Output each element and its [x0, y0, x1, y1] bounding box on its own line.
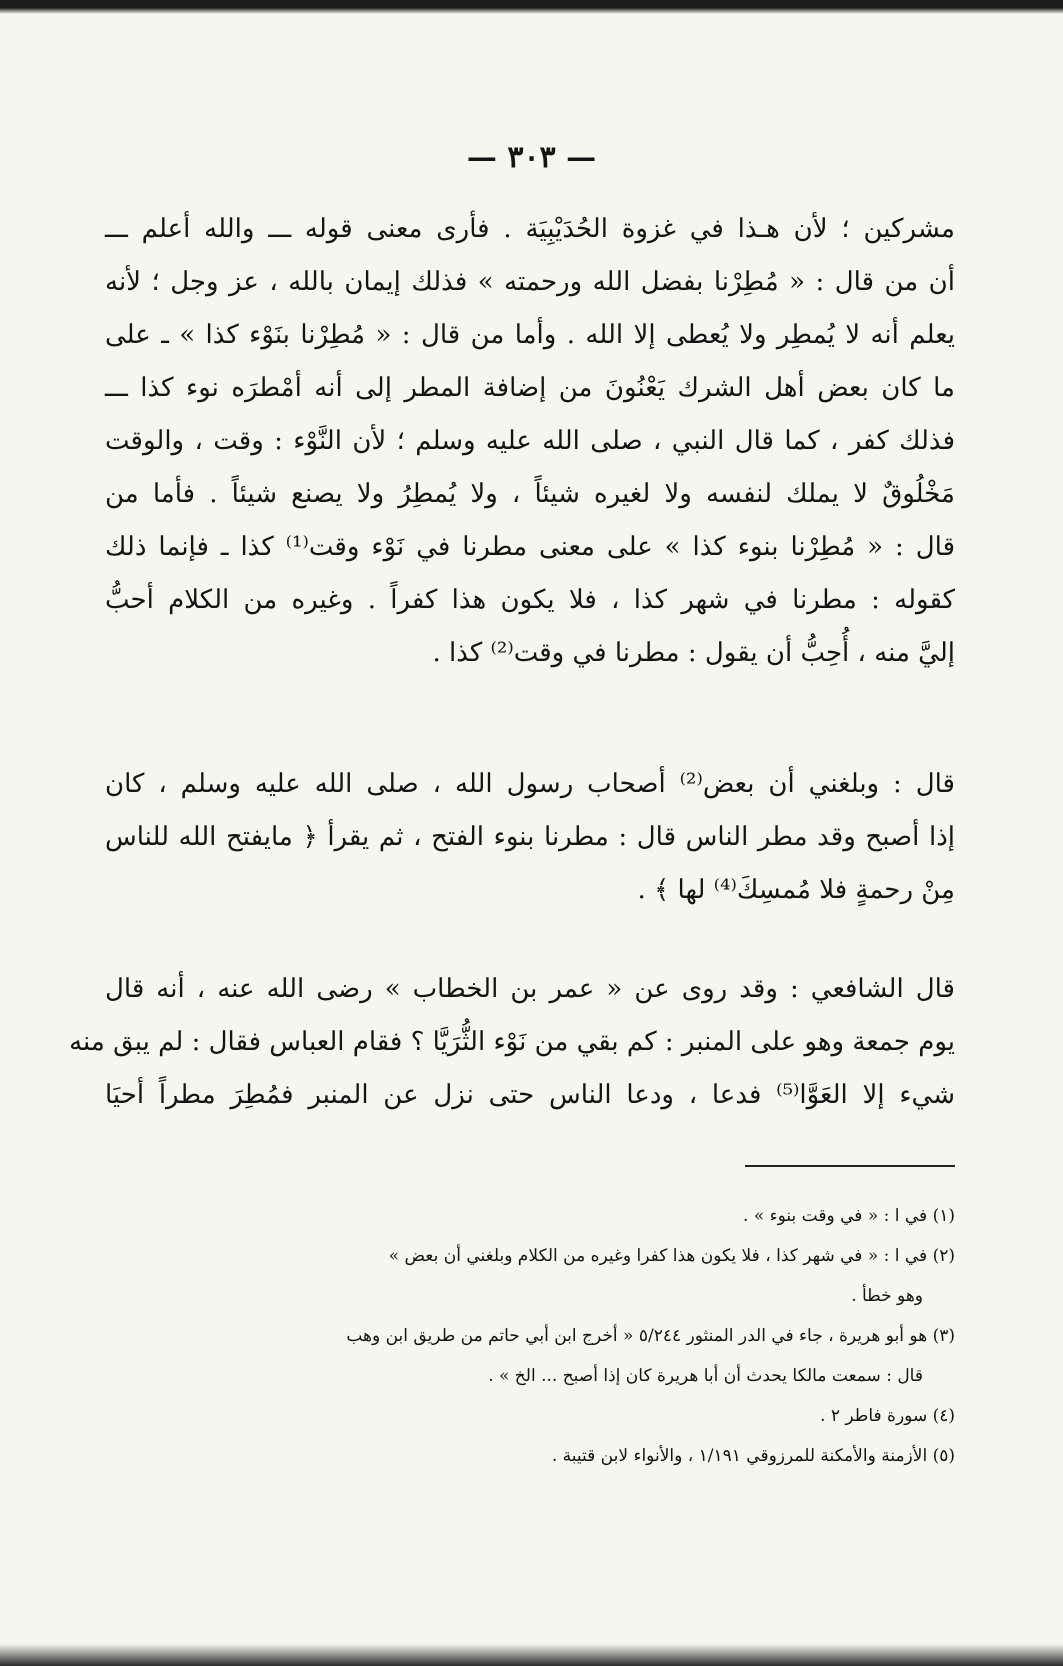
text-line: مشركين ؛ لأن هـذا في غزوة الحُدَيْبِيَة . فأرى معنى قوله ـــ والله أعلم ـــ	[105, 214, 955, 244]
text-line: إليَّ منه ، أُحِبُّ أن يقول : مطرنا في وقت⁽²⁾ كذا .	[432, 638, 955, 668]
scan-bottom-edge	[0, 1644, 1063, 1666]
text-line: شيء إلا العَوَّا⁽⁵⁾ فدعا ، ودعا الناس حتى نزل عن المنبر فمُطِرَ مطراً أحيَا	[105, 1080, 955, 1110]
text-line: قال : وبلغني أن بعض⁽²⁾ أصحاب رسول الله ، صلى الله عليه وسلم ، كان	[105, 769, 955, 799]
text-line: مِنْ رحمةٍ فلا مُمسِكَ⁽⁴⁾ لها ﴾ .	[637, 875, 955, 905]
page-number: — ٣٠٣ —	[466, 140, 597, 175]
paragraph-2	[105, 758, 955, 917]
text-line: قال : « مُطِرْنا بنوء كذا » على معنى مطرنا في نَوْء وقت⁽¹⁾ كذا ـ فإنما ذلك	[105, 532, 955, 562]
text-line: يعلم أنه لا يُمطِر ولا يُعطى إلا الله . وأما من قال : « مُطِرْنا بنَوْء كذا » ـ على	[105, 320, 955, 350]
text-line: فذلك كفر ، كما قال النبي ، صلى الله عليه وسلم ؛ لأن النَّوْء : وقت ، والوقت	[105, 426, 955, 456]
footnote-2-continuation: وهو خطأ .	[851, 1286, 923, 1306]
paragraph-1	[105, 203, 955, 680]
text-line: يوم جمعة وهو على المنبر : كم بقي من نَوْء الثُّرَيَّا ؟ فقام العباس فقال : لم يبق منه	[69, 1027, 955, 1057]
paragraph-3	[69, 963, 955, 1122]
footnotes	[105, 1196, 955, 1476]
text-line: كقوله : مطرنا في شهر كذا ، فلا يكون هذا كفراً . وغيره من الكلام أحبُّ	[105, 585, 955, 615]
footnote-1: (١) في ا : « في وقت بنوء » .	[743, 1206, 955, 1226]
text-line: مَخْلُوقٌ لا يملك لنفسه ولا لغيره شيئاً ، ولا يُمطِرُ ولا يصنع شيئاً . فأما من	[105, 479, 955, 509]
text-line: أن من قال : « مُطِرْنا بفضل الله ورحمته » فذلك إيمان بالله ، عز وجل ؛ لأنه	[105, 267, 955, 297]
footnote-separator	[745, 1165, 955, 1167]
footnote-4: (٤) سورة فاطر ٢ .	[820, 1406, 955, 1426]
footnote-2: (٢) في ا : « في شهر كذا ، فلا يكون هذا كفرا وغيره من الكلام وبلغني أن بعض »	[388, 1246, 955, 1266]
footnote-3: (٣) هو أبو هريرة ، جاء في الدر المنثور ٥/٢٤٤ « أخرج ابن أبي حاتم من طريق ابن وهب	[346, 1326, 955, 1346]
text-line: ما كان بعض أهل الشرك يَعْنُونَ من إضافة المطر إلى أنه أمْطرَه نوء كذا ـــ	[105, 373, 955, 403]
text-line: إذا أصبح وقد مطر الناس قال : مطرنا بنوء الفتح ، ثم يقرأ ﴿ مايفتح الله للناس	[105, 822, 955, 852]
scan-top-edge	[0, 0, 1063, 14]
footnote-3-continuation: قال : سمعت مالكا يحدث أن أبا هريرة كان إذا أصبح ... الخ » .	[488, 1366, 923, 1386]
text-line: قال الشافعي : وقد روى عن « عمر بن الخطاب » رضى الله عنه ، أنه قال	[105, 974, 955, 1004]
footnote-5: (٥) الأزمنة والأمكنة للمرزوقي ١/١٩١ ، والأنواء لابن قتيبة .	[551, 1446, 955, 1466]
